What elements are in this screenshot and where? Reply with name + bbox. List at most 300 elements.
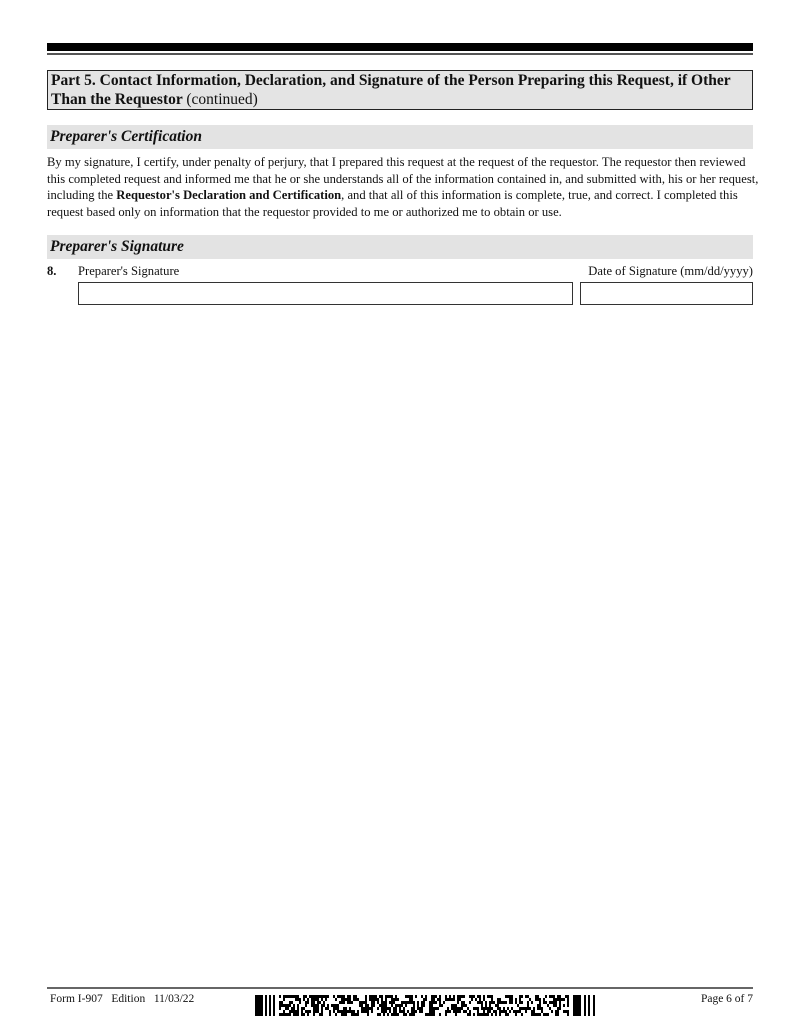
- barcode-module: [283, 1010, 285, 1013]
- barcode-module: [511, 998, 513, 1001]
- barcode-module: [303, 995, 305, 998]
- barcode-module: [353, 1010, 355, 1013]
- barcode-module: [531, 1013, 533, 1016]
- barcode-module: [353, 995, 355, 998]
- barcode-module: [485, 1013, 487, 1016]
- barcode-module: [537, 1013, 539, 1016]
- barcode-module: [327, 1007, 329, 1010]
- barcode-module: [483, 998, 485, 1001]
- barcode-module: [411, 1013, 413, 1016]
- barcode-module: [559, 1004, 561, 1007]
- barcode-module: [487, 995, 489, 998]
- barcode-module: [501, 1010, 503, 1013]
- barcode-module: [563, 1010, 565, 1013]
- barcode-module: [567, 1013, 569, 1016]
- barcode-module: [413, 1004, 415, 1007]
- barcode-module: [297, 1007, 299, 1010]
- barcode-module: [301, 1013, 303, 1016]
- barcode-module: [421, 1004, 423, 1007]
- barcode-module: [335, 998, 337, 1001]
- barcode-module: [551, 1010, 553, 1013]
- barcode-module: [521, 995, 523, 998]
- barcode-module: [317, 1007, 319, 1010]
- barcode-module: [493, 1010, 495, 1013]
- barcode-module: [563, 1004, 565, 1007]
- barcode-module: [499, 1013, 501, 1016]
- barcode-module: [433, 998, 435, 1001]
- barcode-module: [279, 1001, 281, 1004]
- barcode-module: [584, 995, 586, 1016]
- barcode-module: [357, 1010, 359, 1013]
- barcode-module: [473, 1013, 475, 1016]
- barcode-module: [395, 1010, 397, 1013]
- barcode-module: [283, 1004, 285, 1007]
- barcode-module: [383, 1010, 385, 1013]
- barcode-module: [481, 1007, 483, 1010]
- barcode-module: [429, 1013, 431, 1016]
- barcode-module: [503, 1010, 505, 1013]
- barcode-module: [429, 1001, 431, 1004]
- barcode-module: [325, 1007, 327, 1010]
- barcode-module: [415, 995, 417, 998]
- barcode-module: [507, 995, 509, 998]
- barcode-module: [499, 1010, 501, 1013]
- barcode-module: [507, 1013, 509, 1016]
- barcode-module: [317, 1001, 319, 1004]
- barcode-module: [439, 1004, 441, 1007]
- barcode-module: [411, 1007, 413, 1010]
- barcode-module: [321, 1010, 323, 1013]
- signature-field[interactable]: [78, 282, 573, 305]
- barcode-module: [365, 1004, 367, 1007]
- barcode-module: [311, 998, 313, 1001]
- barcode-module: [289, 1010, 291, 1013]
- barcode-module: [347, 1001, 349, 1004]
- barcode-module: [285, 1013, 287, 1016]
- barcode-module: [505, 1013, 507, 1016]
- barcode-module: [391, 1004, 393, 1007]
- barcode-module: [431, 1001, 433, 1004]
- certification-text: [47, 154, 759, 221]
- barcode-module: [303, 1007, 305, 1010]
- barcode-module: [465, 1004, 467, 1007]
- barcode-module: [431, 995, 433, 998]
- barcode-module: [553, 1004, 555, 1007]
- barcode-module: [479, 995, 481, 998]
- barcode-module: [355, 995, 357, 998]
- barcode-module: [347, 995, 349, 998]
- date-label: Date of Signature (mm/dd/yyyy): [588, 264, 753, 278]
- barcode-module: [521, 1007, 523, 1010]
- barcode-module: [313, 1007, 315, 1010]
- barcode-module: [509, 995, 511, 998]
- barcode-module: [549, 995, 551, 998]
- barcode-module: [297, 1004, 299, 1007]
- barcode-module: [501, 1001, 503, 1004]
- barcode-module: [535, 995, 537, 998]
- barcode-module: [393, 1007, 395, 1010]
- barcode-module: [375, 995, 377, 998]
- barcode-module: [365, 1010, 367, 1013]
- barcode-module: [347, 998, 349, 1001]
- barcode-module: [517, 1010, 519, 1013]
- barcode-module: [455, 1010, 457, 1013]
- barcode-module: [393, 1013, 395, 1016]
- barcode-module: [283, 995, 285, 998]
- barcode-module: [311, 1001, 313, 1004]
- barcode-module: [337, 1004, 339, 1007]
- barcode-module: [385, 1004, 387, 1007]
- barcode-module: [317, 995, 319, 998]
- barcode-module: [391, 998, 393, 1001]
- barcode-module: [441, 1004, 443, 1007]
- barcode-module: [311, 995, 313, 998]
- date-field[interactable]: [580, 282, 753, 305]
- barcode-module: [385, 1001, 387, 1004]
- barcode-module: [405, 995, 407, 998]
- barcode-module: [285, 1007, 287, 1010]
- barcode-module: [433, 1007, 435, 1010]
- barcode-module: [497, 1001, 499, 1004]
- barcode-module: [497, 1007, 499, 1010]
- barcode-module: [361, 1004, 363, 1007]
- footer-rule: [47, 987, 753, 989]
- barcode-module: [509, 998, 511, 1001]
- barcode-module: [543, 998, 545, 1001]
- barcode-module: [333, 1010, 335, 1013]
- barcode-module: [423, 1001, 425, 1004]
- barcode-module: [287, 995, 289, 998]
- barcode-module: [333, 995, 335, 998]
- barcode-module: [491, 998, 493, 1001]
- barcode-module: [499, 998, 501, 1001]
- barcode-module: [555, 1013, 557, 1016]
- barcode-module: [421, 1001, 423, 1004]
- barcode-module: [461, 1007, 463, 1010]
- barcode-module: [567, 1010, 569, 1013]
- barcode-module: [435, 1007, 437, 1010]
- barcode-module: [339, 1010, 341, 1013]
- barcode-module: [369, 995, 371, 998]
- barcode-module: [417, 1004, 419, 1007]
- barcode-module: [553, 995, 555, 998]
- barcode-module: [541, 1007, 543, 1010]
- barcode-module: [559, 998, 561, 1001]
- barcode-module: [507, 1007, 509, 1010]
- barcode-module: [553, 1001, 555, 1004]
- barcode-module: [323, 995, 325, 998]
- barcode-module: [489, 1004, 491, 1007]
- barcode-module: [411, 998, 413, 1001]
- barcode: [255, 995, 600, 1016]
- barcode-module: [387, 1007, 389, 1010]
- barcode-module: [289, 1001, 291, 1004]
- barcode-module: [349, 1010, 351, 1013]
- barcode-module: [491, 1013, 493, 1016]
- barcode-module: [479, 1001, 481, 1004]
- barcode-module: [437, 998, 439, 1001]
- barcode-module: [317, 1010, 319, 1013]
- barcode-module: [293, 995, 295, 998]
- barcode-module: [349, 998, 351, 1001]
- signature-label: Preparer's Signature: [78, 264, 180, 278]
- barcode-module: [389, 995, 391, 998]
- barcode-module: [377, 1007, 379, 1010]
- barcode-module: [363, 1007, 365, 1010]
- barcode-module: [291, 1007, 293, 1010]
- barcode-module: [533, 1013, 535, 1016]
- barcode-module: [515, 998, 517, 1001]
- barcode-module: [313, 995, 315, 998]
- barcode-module: [435, 995, 437, 998]
- barcode-module: [419, 1010, 421, 1013]
- barcode-module: [407, 1001, 409, 1004]
- barcode-module: [403, 1013, 405, 1016]
- barcode-module: [535, 1013, 537, 1016]
- barcode-module: [491, 1001, 493, 1004]
- barcode-module: [588, 995, 590, 1016]
- barcode-module: [329, 1013, 331, 1016]
- barcode-module: [401, 1004, 403, 1007]
- barcode-module: [429, 1010, 431, 1013]
- barcode-module: [449, 1010, 451, 1013]
- barcode-module: [459, 1007, 461, 1010]
- top-rule-thin: [47, 53, 753, 55]
- barcode-module: [413, 1013, 415, 1016]
- barcode-module: [453, 1007, 455, 1010]
- barcode-module: [419, 1007, 421, 1010]
- barcode-module: [345, 998, 347, 1001]
- barcode-module: [341, 998, 343, 1001]
- barcode-module: [323, 1004, 325, 1007]
- top-rule-thick: [47, 43, 753, 51]
- barcode-module: [289, 995, 291, 998]
- barcode-module: [471, 998, 473, 1001]
- barcode-module: [487, 1010, 489, 1013]
- barcode-module: [487, 1007, 489, 1010]
- barcode-module: [477, 1010, 479, 1013]
- barcode-module: [463, 1001, 465, 1004]
- barcode-module: [397, 1004, 399, 1007]
- barcode-module: [395, 998, 397, 1001]
- barcode-module: [527, 1007, 529, 1010]
- barcode-module: [333, 1004, 335, 1007]
- barcode-module: [281, 1001, 283, 1004]
- barcode-module: [543, 1013, 545, 1016]
- part-suffix: (continued): [186, 91, 258, 108]
- barcode-module: [557, 995, 559, 998]
- barcode-module: [445, 1010, 447, 1013]
- cert-text-part2: , and that all of this information is complete, true, and correct. I completed this request based only on information that the requestor provided to me or authorized me to obtain or use.: [47, 188, 738, 220]
- barcode-module: [313, 998, 315, 1001]
- barcode-module: [539, 998, 541, 1001]
- barcode-module: [489, 1010, 491, 1013]
- barcode-module: [483, 995, 485, 998]
- barcode-module: [297, 998, 299, 1001]
- barcode-module: [385, 995, 387, 998]
- barcode-module: [343, 998, 345, 1001]
- barcode-module: [559, 995, 561, 998]
- barcode-module: [349, 1001, 351, 1004]
- barcode-module: [279, 1004, 281, 1007]
- barcode-module: [411, 1001, 413, 1004]
- barcode-module: [539, 1004, 541, 1007]
- barcode-module: [351, 1010, 353, 1013]
- barcode-module: [431, 1004, 433, 1007]
- barcode-module: [317, 998, 319, 1001]
- barcode-module: [379, 1004, 381, 1007]
- barcode-module: [265, 995, 267, 1016]
- barcode-module: [343, 995, 345, 998]
- barcode-module: [545, 1013, 547, 1016]
- barcode-module: [405, 1004, 407, 1007]
- barcode-module: [369, 998, 371, 1001]
- barcode-module: [557, 1013, 559, 1016]
- barcode-module: [291, 995, 293, 998]
- barcode-module: [345, 1010, 347, 1013]
- barcode-module: [379, 1013, 381, 1016]
- barcode-module: [299, 1001, 301, 1004]
- barcode-module: [293, 1013, 295, 1016]
- barcode-module: [319, 1013, 321, 1016]
- barcode-module: [309, 1010, 311, 1013]
- barcode-module: [511, 1001, 513, 1004]
- barcode-module: [351, 1001, 353, 1004]
- barcode-module: [301, 1007, 303, 1010]
- barcode-module: [497, 998, 499, 1001]
- barcode-module: [533, 1007, 535, 1010]
- barcode-module: [305, 995, 307, 998]
- barcode-module: [495, 1013, 497, 1016]
- barcode-module: [423, 998, 425, 1001]
- barcode-module: [521, 1013, 523, 1016]
- barcode-module: [353, 1013, 355, 1016]
- barcode-module: [505, 995, 507, 998]
- barcode-module: [557, 1007, 559, 1010]
- barcode-module: [519, 995, 521, 998]
- barcode-module: [395, 995, 397, 998]
- barcode-module: [463, 1010, 465, 1013]
- barcode-module: [433, 995, 435, 998]
- barcode-module: [321, 1013, 323, 1016]
- signature-heading: Preparer's Signature: [47, 235, 753, 259]
- barcode-module: [297, 995, 299, 998]
- barcode-module: [555, 1004, 557, 1007]
- barcode-module: [311, 1004, 313, 1007]
- barcode-module: [345, 1013, 347, 1016]
- barcode-module: [401, 1010, 403, 1013]
- barcode-module: [425, 998, 427, 1001]
- barcode-module: [289, 1004, 291, 1007]
- barcode-module: [447, 998, 449, 1001]
- barcode-module: [459, 995, 461, 998]
- barcode-module: [451, 1004, 453, 1007]
- barcode-module: [469, 1001, 471, 1004]
- barcode-module: [515, 1001, 517, 1004]
- barcode-module: [335, 1007, 337, 1010]
- barcode-module: [341, 1010, 343, 1013]
- barcode-module: [339, 995, 341, 998]
- barcode-module: [537, 1007, 539, 1010]
- barcode-module: [519, 1007, 521, 1010]
- barcode-module: [409, 995, 411, 998]
- barcode-module: [491, 1007, 493, 1010]
- barcode-module: [545, 995, 547, 998]
- barcode-module: [457, 1010, 459, 1013]
- barcode-module: [421, 995, 423, 998]
- barcode-module: [355, 1013, 357, 1016]
- barcode-module: [509, 1001, 511, 1004]
- barcode-module: [387, 995, 389, 998]
- barcode-module: [327, 1004, 329, 1007]
- barcode-module: [383, 1001, 385, 1004]
- barcode-module: [455, 1004, 457, 1007]
- barcode-module: [363, 1010, 365, 1013]
- barcode-module: [341, 995, 343, 998]
- barcode-module: [373, 998, 375, 1001]
- barcode-module: [299, 998, 301, 1001]
- barcode-module: [539, 1007, 541, 1010]
- barcode-module: [531, 1010, 533, 1013]
- barcode-module: [459, 998, 461, 1001]
- barcode-module: [439, 1001, 441, 1004]
- barcode-module: [477, 995, 479, 998]
- barcode-module: [313, 1010, 315, 1013]
- barcode-module: [365, 998, 367, 1001]
- barcode-module: [533, 1010, 535, 1013]
- barcode-module: [431, 1013, 433, 1016]
- barcode-module: [255, 995, 263, 1016]
- barcode-module: [503, 1007, 505, 1010]
- barcode-module: [519, 1010, 521, 1013]
- barcode-module: [513, 1010, 515, 1013]
- barcode-module: [315, 1010, 317, 1013]
- barcode-module: [285, 1004, 287, 1007]
- barcode-module: [399, 1010, 401, 1013]
- barcode-module: [481, 1001, 483, 1004]
- barcode-module: [495, 1010, 497, 1013]
- barcode-module: [405, 1001, 407, 1004]
- barcode-module: [391, 1001, 393, 1004]
- barcode-module: [439, 998, 441, 1001]
- barcode-module: [539, 1001, 541, 1004]
- barcode-module: [389, 1007, 391, 1010]
- barcode-module: [477, 1013, 479, 1016]
- barcode-module: [547, 1013, 549, 1016]
- barcode-module: [403, 1010, 405, 1013]
- barcode-module: [337, 1007, 339, 1010]
- barcode-module: [563, 998, 565, 1001]
- barcode-module: [413, 1007, 415, 1010]
- barcode-module: [531, 1001, 533, 1004]
- barcode-module: [315, 995, 317, 998]
- barcode-module: [451, 998, 453, 1001]
- barcode-module: [295, 1013, 297, 1016]
- barcode-module: [517, 1004, 519, 1007]
- barcode-module: [381, 995, 383, 998]
- barcode-module: [433, 1010, 435, 1013]
- barcode-module: [307, 1001, 309, 1004]
- barcode-module: [367, 1010, 369, 1013]
- barcode-module: [355, 998, 357, 1001]
- barcode-module: [385, 998, 387, 1001]
- part-header: [47, 70, 753, 110]
- barcode-module: [425, 995, 427, 998]
- barcode-module: [331, 1004, 333, 1007]
- barcode-module: [477, 1007, 479, 1010]
- barcode-module: [377, 998, 379, 1001]
- barcode-module: [393, 1001, 395, 1004]
